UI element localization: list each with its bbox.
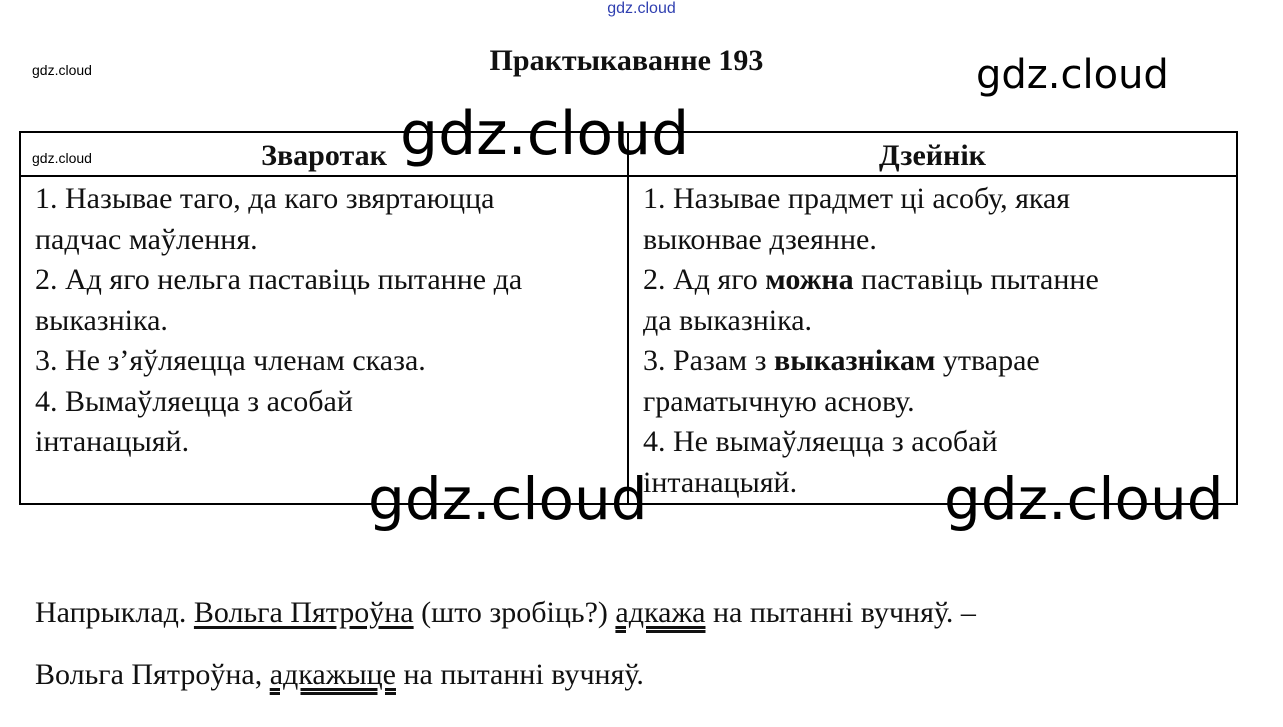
address-rule-line: 1. Называе таго, да каго звяртаюцца	[35, 182, 495, 215]
watermark-small-table: gdz.cloud	[32, 150, 92, 166]
header-address: Зваротак	[20, 132, 628, 176]
subject-rule-line: 1. Называе прадмет ці асобу, якая	[643, 182, 1071, 215]
rule-text: 2. Ад яго	[643, 263, 766, 296]
example-subject: Вольга Пятроўна	[193, 596, 414, 629]
subject-rule-line: інтанацыяй.	[643, 465, 798, 499]
header-subject: Дзейнік	[628, 132, 1237, 176]
rule-text: 3. Разам з	[643, 344, 775, 377]
address-rule-line: 2. Ад яго нельга паставіць пытанне да	[35, 263, 523, 296]
subject-rule-line	[643, 260, 1226, 301]
watermark-small-top-left: gdz.cloud	[32, 62, 92, 78]
example-text: на пытанні вучняў.	[395, 658, 644, 691]
address-rule-line: выказніка.	[35, 303, 168, 337]
rule-text: утварае	[935, 344, 1040, 377]
bold-emphasis: можна	[765, 263, 854, 296]
subject-rule-line: выконвае дзеянне.	[643, 222, 877, 256]
subject-rule-line	[643, 341, 1226, 382]
address-properties-cell	[20, 176, 628, 504]
watermark-top-link[interactable]: gdz.cloud	[607, 0, 676, 17]
subject-rule-line: граматычную аснову.	[643, 384, 915, 418]
example-predicate: адкажа	[615, 596, 706, 629]
address-rule-line: інтанацыяй.	[35, 425, 190, 458]
watermark-large-bottom-right: gdz.cloud	[944, 465, 1224, 533]
address-rule-line: падчас маўлення.	[35, 222, 258, 256]
example-text: Напрыклад.	[35, 596, 194, 629]
address-rule-line: 3. Не з’яўляецца членам сказа.	[35, 344, 426, 377]
subject-rule-line: да выказніка.	[643, 303, 813, 337]
page-title: Практыкаванне 193	[489, 44, 764, 77]
address-rule-line: 4. Вымаўляецца з асобай	[35, 384, 353, 418]
table-row	[20, 176, 1237, 504]
watermark-large-top-right: gdz.cloud	[976, 52, 1169, 98]
example-address: Вольга Пятроўна,	[35, 658, 270, 691]
rule-text: паставіць пытанне	[853, 263, 1099, 296]
example-question: (што зробіць?)	[413, 596, 616, 629]
bold-emphasis: выказнікам	[774, 344, 936, 377]
example-predicate: адкажыце	[269, 658, 396, 691]
comparison-table	[19, 131, 1238, 505]
watermark-large-center: gdz.cloud	[400, 99, 690, 169]
watermark-large-bottom-center: gdz.cloud	[368, 465, 648, 533]
subject-properties-cell	[628, 176, 1237, 504]
subject-rule-line: 4. Не вымаўляецца з асобай	[643, 425, 998, 458]
example-text: на пытанні вучняў. –	[705, 596, 976, 629]
example-line-1	[35, 596, 976, 630]
example-line-2	[35, 658, 644, 692]
